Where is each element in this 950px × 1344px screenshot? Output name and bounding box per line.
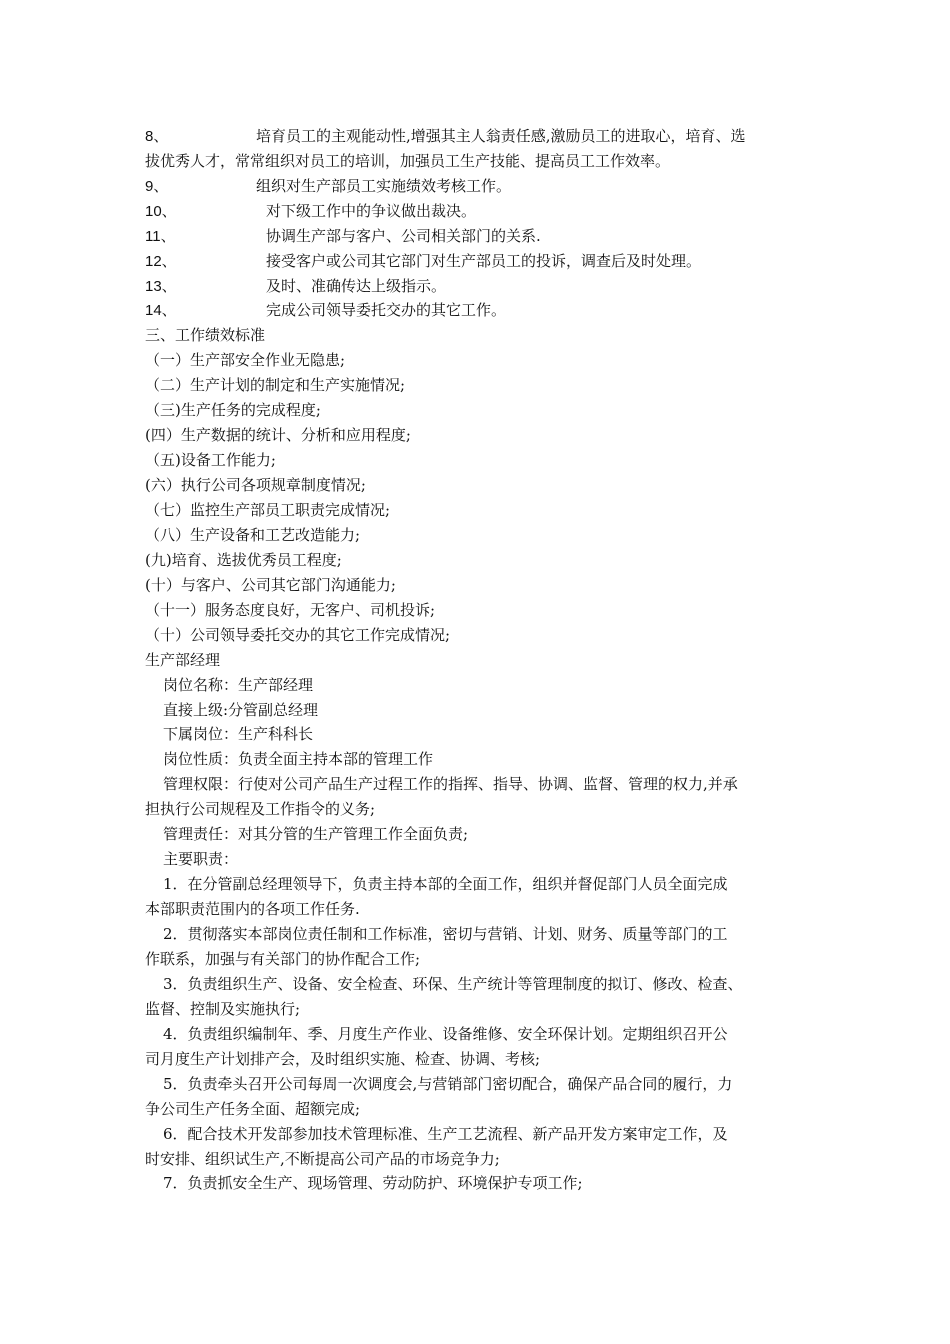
section-heading: 三、工作绩效标准 [145,326,266,344]
duty-item [145,176,512,197]
standard-item: （五)设备工作能力; [145,451,276,469]
duty-text: 组织对生产部员工实施绩效考核工作。 [256,177,512,195]
subordinate-position: 下属岗位：生产科科长 [163,725,314,743]
duty-item [145,251,702,272]
duty-number: 9、 [145,178,169,195]
standard-item: （十一）服务态度良好，无客户、司机投诉; [145,601,436,619]
standard-item: （七）监控生产部员工职责完成情况; [145,501,391,519]
standard-item: （三)生产任务的完成程度; [145,401,321,419]
main-duty-line: 7．负责抓安全生产、现场管理、劳动防护、环境保护专项工作; [163,1174,583,1192]
duty-continuation: 拔优秀人才，常常组织对员工的培训，加强员工生产技能、提高员工工作效率。 [145,152,671,170]
duty-text: 接受客户或公司其它部门对生产部员工的投诉，调查后及时处理。 [266,252,702,270]
standard-item: （二）生产计划的制定和生产实施情况; [145,376,406,394]
duty-text: 完成公司领导委托交办的其它工作。 [266,301,507,319]
duty-number: 10、 [145,203,177,220]
main-duty-line: 监督、控制及实施执行; [145,1000,301,1018]
management-authority-continuation: 担执行公司规程及工作指令的义务; [145,800,376,818]
main-duty-line: 4．负责组织编制年、季、月度生产作业、设备维修、安全环保计划。定期组织召开公 [163,1025,728,1043]
duty-text: 及时、准确传达上级指示。 [266,277,447,295]
standard-item: (四）生产数据的统计、分析和应用程度; [145,426,411,444]
duty-number: 14、 [145,302,177,319]
management-responsibility: 管理责任：对其分管的生产管理工作全面负责; [163,825,469,843]
main-duties-heading: 主要职责： [163,850,239,868]
main-duty-line: 时安排、组织试生产,不断提高公司产品的市场竞争力; [145,1150,500,1168]
main-duty-line: 5．负责牵头召开公司每周一次调度会,与营销部门密切配合，确保产品合同的履行，力 [163,1075,733,1093]
duty-number: 12、 [145,253,177,270]
standard-item: （一）生产部安全作业无隐患; [145,351,346,369]
duty-item [145,226,541,247]
duty-number: 8、 [145,128,169,145]
main-duty-line: 本部职责范围内的各项工作任务. [145,900,360,918]
management-authority: 管理权限：行使对公司产品生产过程工作的指挥、指导、协调、监督、管理的权力,并承 [163,775,738,793]
duty-text: 培育员工的主观能动性,增强其主人翁责任感,激励员工的进取心，培育、选 [256,127,746,145]
duty-item [145,201,477,222]
main-duty-line: 司月度生产计划排产会，及时组织实施、检查、协调、考核; [145,1050,541,1068]
role-title: 生产部经理 [145,651,221,669]
main-duty-line: 2．贯彻落实本部岗位责任制和工作标准，密切与营销、计划、财务、质量等部门的工 [163,925,728,943]
main-duty-line: 作联系，加强与有关部门的协作配合工作; [145,950,421,968]
duty-number: 11、 [145,228,176,245]
standard-item: (十）与客户、公司其它部门沟通能力; [145,576,396,594]
main-duty-line: 6．配合技术开发部参加技术管理标准、生产工艺流程、新产品开发方案审定工作，及 [163,1125,728,1143]
standard-item: (九)培育、选拔优秀员工程度; [145,551,342,569]
duty-item [145,126,746,147]
main-duty-line: 1．在分管副总经理领导下，负责主持本部的全面工作，组织并督促部门人员全面完成 [163,875,728,893]
standard-item: (六）执行公司各项规章制度情况; [145,476,366,494]
duty-number: 13、 [145,278,177,295]
position-name: 岗位名称：生产部经理 [163,676,314,694]
duty-item [145,276,447,297]
standard-item: （十）公司领导委托交办的其它工作完成情况; [145,626,451,644]
main-duty-line: 争公司生产任务全面、超额完成; [145,1100,361,1118]
standard-item: （八）生产设备和工艺改造能力; [145,526,361,544]
main-duty-line: 3．负责组织生产、设备、安全检查、环保、生产统计等管理制度的拟订、修改、检查、 [163,975,743,993]
duty-item [145,300,507,321]
direct-superior: 直接上级:分管副总经理 [163,701,319,719]
duty-text: 对下级工作中的争议做出裁决。 [266,202,477,220]
duty-text: 协调生产部与客户、公司相关部门的关系. [266,227,541,245]
position-nature: 岗位性质：负责全面主持本部的管理工作 [163,750,434,768]
